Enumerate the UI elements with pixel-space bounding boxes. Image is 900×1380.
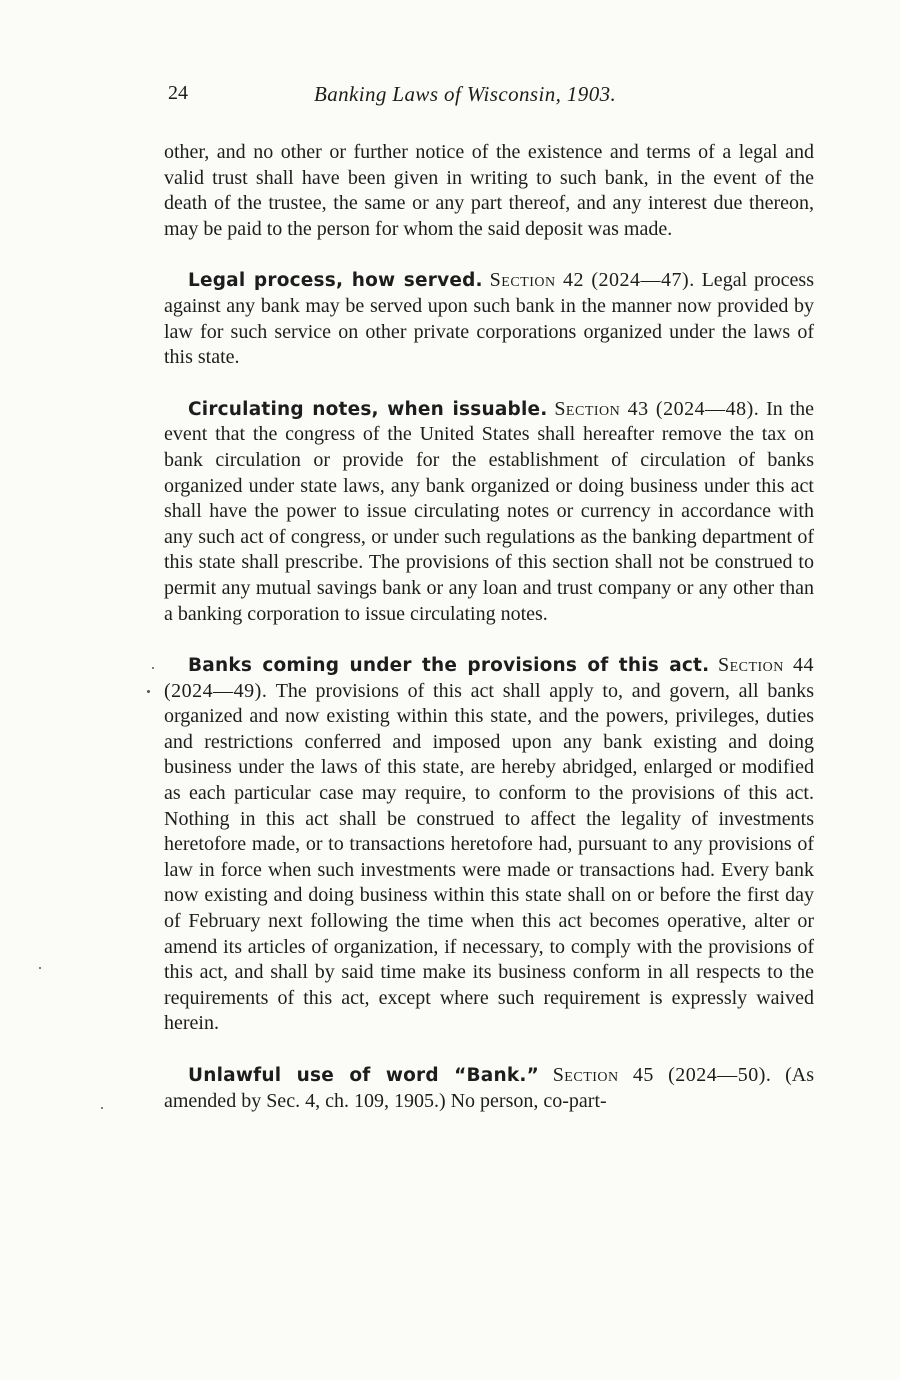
section-43-paragraph [164, 397, 814, 627]
section-45-paragraph [164, 1063, 814, 1114]
section-heading: Banks coming under the provisions of this act. [188, 655, 710, 677]
section-text: In the event that the congress of the United States shall hereafter remove the tax on bank circulation or provide for the establishment of circulation of banks organized under state laws, any bank organized or doing business under this act shall have the power to issue circulating notes or currency in accordance with any such act of congress, or under such regulations as the banking department of this state shall prescribe. The provisions of this section shall not be construed to permit any mutual savings bank or any loan and trust company or any other than a banking corporation to issue circulating notes. [164, 397, 814, 625]
running-title: Banking Laws of Wisconsin, 1903. [314, 82, 617, 106]
scan-speck [101, 1107, 103, 1109]
section-42-paragraph [164, 268, 814, 370]
section-label: Section 44 (2024—49). [164, 654, 815, 702]
section-heading: Unlawful use of word “Bank.” [188, 1065, 539, 1086]
page-body [164, 140, 814, 1114]
section-text: The provisions of this act shall apply to, and govern, all banks organized and now existing within this state, and the powers, privileges, duties and restrictions conferred and imposed upon any bank existing and doing business under the laws of this state, are hereby abridged, enlarged or modified as each particular case may require, to conform to the provisions of this act. Nothing in this act shall be construed to affect the legality of investments heretofore made, or to transactions heretofore had, pursuant to any provisions of law in force when such investments were made or transactions had. Every bank now existing and doing business within this state shall on or before the first day of February next following the time when this act becomes operative, alter or amend its articles of organization, if necessary, to comply with the provisions of this act, and shall by said time make its business conform in all respects to the requirements of this act, except where such requirement is expressly waived herein. [164, 679, 814, 1035]
section-text: Legal process against any bank may be served upon such bank in the manner now provided by law for such service on other private corporations organized under the laws of this state. [164, 269, 814, 369]
page-number: 24 [168, 82, 188, 104]
scan-speck [39, 967, 41, 969]
scan-speck [152, 667, 154, 669]
section-label: Section 43 (2024—48). [554, 397, 760, 420]
section-heading: Legal process, how served. [188, 270, 483, 292]
section-label: Section 42 (2024—47). [489, 269, 695, 292]
section-text: (As amended by Sec. 4, ch. 109, 1905.) No person, co-part- [164, 1064, 814, 1112]
section-44-paragraph [164, 653, 814, 1037]
page-header [168, 82, 818, 112]
continuation-paragraph: other, and no other or further notice of the existence and terms of a legal and valid trust shall have been given in writing to such bank, in the event of the death of the trustee, the same or any part thereof, and any interest due thereon, may be paid to the person for whom the said deposit was made. [164, 141, 814, 240]
section-label: Section 45 (2024—50). [552, 1064, 772, 1086]
scan-speck [147, 690, 150, 693]
section-heading: Circulating notes, when issuable. [188, 398, 548, 420]
